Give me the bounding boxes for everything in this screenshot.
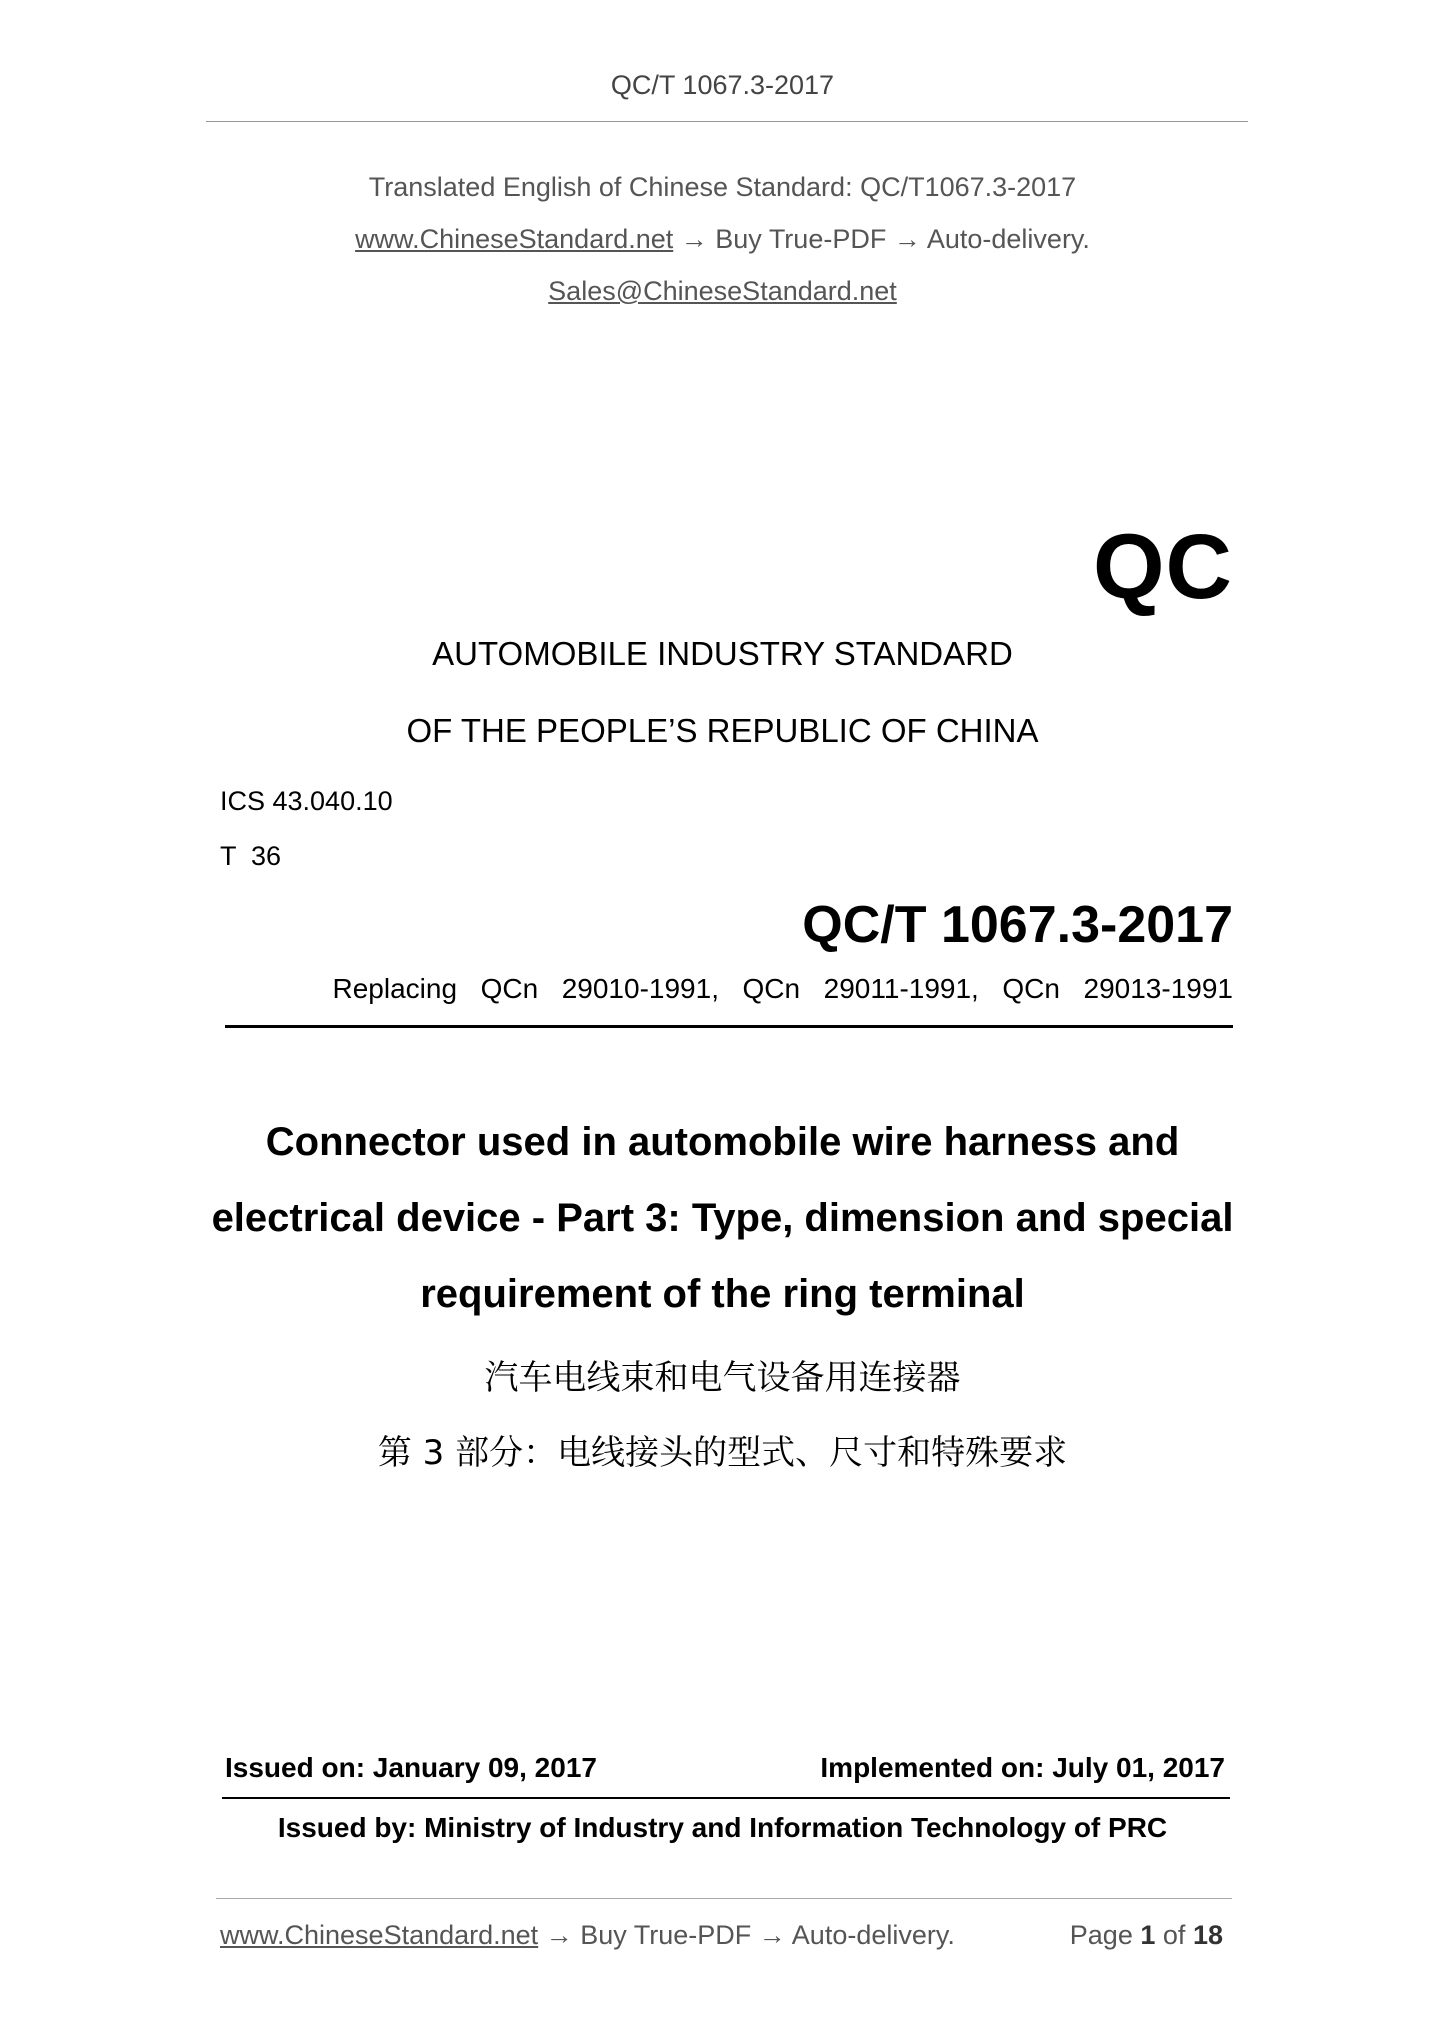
arrow-right-icon: →: [758, 1920, 786, 1950]
replacing-standards: Replacing QCn 29010-1991, QCn 29011-1991, QCn 29013-1991: [332, 973, 1233, 1004]
footer-buy-text: Buy True-PDF: [580, 1920, 752, 1950]
issue-divider: [222, 1797, 1230, 1799]
sales-email-line: [0, 276, 1445, 307]
title-divider: [225, 1025, 1233, 1028]
page-label: Page: [1069, 1920, 1133, 1950]
document-title-line: electrical device - Part 3: Type, dimension and special: [211, 1196, 1234, 1240]
footer-site-link[interactable]: www.ChineseStandard.net: [220, 1920, 539, 1950]
document-title-line: requirement of the ring terminal: [420, 1272, 1025, 1316]
buy-pdf-text: Buy True-PDF: [715, 224, 887, 254]
page-total: 18: [1192, 1920, 1223, 1950]
auto-delivery-text: Auto-delivery.: [926, 224, 1090, 254]
footer-promo: [220, 1920, 955, 1951]
page-of-label: of: [1162, 1920, 1186, 1950]
arrow-right-icon: →: [893, 224, 921, 254]
classification-code: T 36: [220, 841, 282, 871]
standard-type-line2: OF THE PEOPLE’S REPUBLIC OF CHINA: [406, 712, 1039, 749]
translated-notice: Translated English of Chinese Standard: QC/T1067.3-2017: [368, 172, 1077, 202]
arrow-right-icon: →: [680, 224, 708, 254]
chinese-title-line: 汽车电线束和电气设备用连接器: [484, 1358, 961, 1398]
promo-links-line: [0, 224, 1445, 255]
issuing-authority: Issued by: Ministry of Industry and Information Technology of PRC: [277, 1812, 1168, 1843]
running-header: QC/T 1067.3-2017: [610, 70, 835, 100]
header-divider: [206, 121, 1248, 122]
sales-email-link[interactable]: Sales@ChineseStandard.net: [548, 276, 897, 306]
qc-logo: QC: [1093, 516, 1233, 618]
ics-code: ICS 43.040.10: [220, 786, 393, 816]
issued-on-date: Issued on: January 09, 2017: [225, 1752, 597, 1783]
arrow-right-icon: →: [545, 1920, 573, 1950]
chinese-title-line: 第 3 部分：电线接头的型式、尺寸和特殊要求: [377, 1433, 1068, 1473]
footer-delivery-text: Auto-delivery.: [791, 1920, 955, 1950]
footer-divider: [216, 1898, 1232, 1899]
site-link[interactable]: www.ChineseStandard.net: [355, 224, 674, 254]
document-title-line: Connector used in automobile wire harness and: [265, 1120, 1180, 1164]
implemented-on-date: Implemented on: July 01, 2017: [820, 1752, 1225, 1783]
standard-number: QC/T 1067.3-2017: [802, 896, 1233, 954]
standard-type-line1: AUTOMOBILE INDUSTRY STANDARD: [432, 635, 1013, 672]
page-counter: [1070, 1920, 1223, 1951]
page-current: 1: [1140, 1920, 1156, 1950]
